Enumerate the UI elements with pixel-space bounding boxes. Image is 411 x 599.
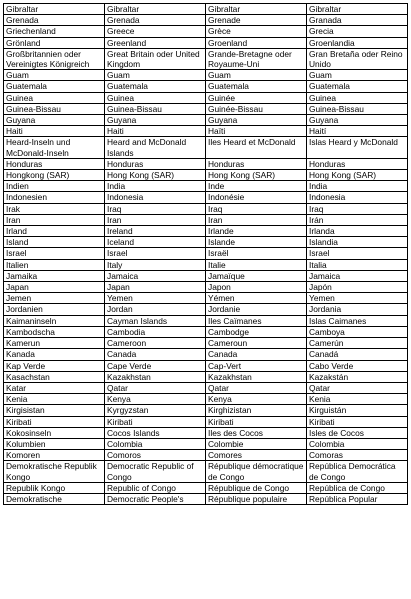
table-row: [4, 338, 408, 349]
table-row: [4, 237, 408, 248]
cell-german: Grönland: [4, 37, 105, 48]
cell-german: Grenada: [4, 15, 105, 26]
cell-english: Indonesia: [105, 192, 206, 203]
cell-spanish: Cabo Verde: [307, 360, 408, 371]
cell-spanish: Iraq: [307, 203, 408, 214]
cell-english: Democratic People's: [105, 493, 206, 504]
cell-french: Jordanie: [206, 304, 307, 315]
cell-spanish: Hong Kong (SAR): [307, 170, 408, 181]
cell-spanish: Yemen: [307, 293, 408, 304]
cell-english: Jamaica: [105, 270, 206, 281]
cell-english: Guinea-Bissau: [105, 103, 206, 114]
cell-spanish: India: [307, 181, 408, 192]
cell-english: Cambodia: [105, 326, 206, 337]
cell-english: Guatemala: [105, 81, 206, 92]
table-row: [4, 450, 408, 461]
cell-french: Colombie: [206, 438, 307, 449]
cell-english: Kiribati: [105, 416, 206, 427]
cell-french: Iles Heard et McDonald: [206, 137, 307, 158]
cell-french: République populaire: [206, 493, 307, 504]
table-row: [4, 115, 408, 126]
cell-french: Cameroun: [206, 338, 307, 349]
cell-french: Gibraltar: [206, 4, 307, 15]
table-row: [4, 81, 408, 92]
table-row: [4, 394, 408, 405]
cell-spanish: Islas Heard y McDonald: [307, 137, 408, 158]
cell-english: Honduras: [105, 158, 206, 169]
cell-german: Italien: [4, 259, 105, 270]
cell-german: Irak: [4, 203, 105, 214]
table-row: [4, 416, 408, 427]
cell-french: Inde: [206, 181, 307, 192]
cell-spanish: Guinea-Bissau: [307, 103, 408, 114]
cell-english: Republic of Congo: [105, 482, 206, 493]
cell-spanish: Comoras: [307, 450, 408, 461]
country-name-table: [3, 3, 408, 505]
cell-english: Guyana: [105, 115, 206, 126]
cell-german: Kaimaninseln: [4, 315, 105, 326]
cell-german: Demokratische: [4, 493, 105, 504]
table-row: [4, 48, 408, 69]
cell-german: Israel: [4, 248, 105, 259]
table-row: [4, 427, 408, 438]
cell-spanish: Kenia: [307, 394, 408, 405]
table-row: [4, 181, 408, 192]
cell-spanish: Colombia: [307, 438, 408, 449]
cell-german: Irland: [4, 226, 105, 237]
cell-french: Grande-Bretagne oder Royaume-Uni: [206, 48, 307, 69]
table-row: [4, 214, 408, 225]
table-row: [4, 137, 408, 158]
table-row: [4, 493, 408, 504]
table-row: [4, 461, 408, 482]
cell-english: Yemen: [105, 293, 206, 304]
cell-french: Hong Kong (SAR): [206, 170, 307, 181]
cell-german: Kambodscha: [4, 326, 105, 337]
table-row: [4, 158, 408, 169]
cell-spanish: Isles de Cocos: [307, 427, 408, 438]
cell-french: Canada: [206, 349, 307, 360]
table-row: [4, 170, 408, 181]
cell-spanish: Canadá: [307, 349, 408, 360]
cell-german: Heard-Inseln und McDonald-Inseln: [4, 137, 105, 158]
cell-german: Island: [4, 237, 105, 248]
cell-german: Indien: [4, 181, 105, 192]
cell-english: Cape Verde: [105, 360, 206, 371]
cell-english: Cameroon: [105, 338, 206, 349]
cell-german: Guinea: [4, 92, 105, 103]
cell-german: Gibraltar: [4, 4, 105, 15]
cell-french: Haïti: [206, 126, 307, 137]
table-row: [4, 15, 408, 26]
cell-french: Iraq: [206, 203, 307, 214]
table-row: [4, 26, 408, 37]
cell-french: Honduras: [206, 158, 307, 169]
cell-spanish: Jordania: [307, 304, 408, 315]
cell-spanish: República Democrática de Congo: [307, 461, 408, 482]
cell-english: Israel: [105, 248, 206, 259]
cell-english: Gibraltar: [105, 4, 206, 15]
cell-french: République de Congo: [206, 482, 307, 493]
cell-spanish: Gran Bretaña oder Reino Unido: [307, 48, 408, 69]
cell-french: Grèce: [206, 26, 307, 37]
table-body: [4, 4, 408, 505]
table-row: [4, 315, 408, 326]
table-row: [4, 248, 408, 259]
table-row: [4, 70, 408, 81]
cell-english: India: [105, 181, 206, 192]
cell-english: Kazakhstan: [105, 371, 206, 382]
cell-english: Qatar: [105, 382, 206, 393]
cell-english: Haiti: [105, 126, 206, 137]
cell-french: Iles Caïmanes: [206, 315, 307, 326]
table-row: [4, 103, 408, 114]
cell-spanish: Irlanda: [307, 226, 408, 237]
cell-spanish: Kiribati: [307, 416, 408, 427]
cell-german: Demokratische Republik Kongo: [4, 461, 105, 482]
cell-english: Heard and McDonald Islands: [105, 137, 206, 158]
cell-spanish: Jamaica: [307, 270, 408, 281]
cell-french: Jamaïque: [206, 270, 307, 281]
table-row: [4, 349, 408, 360]
cell-french: Guatemala: [206, 81, 307, 92]
cell-english: Kyrgyzstan: [105, 405, 206, 416]
cell-german: Kiribati: [4, 416, 105, 427]
cell-spanish: Qatar: [307, 382, 408, 393]
cell-english: Greece: [105, 26, 206, 37]
cell-spanish: Honduras: [307, 158, 408, 169]
cell-english: Iceland: [105, 237, 206, 248]
cell-english: Great Britain oder United Kingdom: [105, 48, 206, 69]
table-row: [4, 405, 408, 416]
cell-german: Komoren: [4, 450, 105, 461]
cell-french: Guyana: [206, 115, 307, 126]
cell-french: Irlande: [206, 226, 307, 237]
cell-french: Comores: [206, 450, 307, 461]
cell-french: Japon: [206, 282, 307, 293]
cell-german: Kirgisistan: [4, 405, 105, 416]
cell-spanish: Islas Caimanes: [307, 315, 408, 326]
cell-spanish: Kirguistán: [307, 405, 408, 416]
cell-english: Democratic Republic of Congo: [105, 461, 206, 482]
table-row: [4, 371, 408, 382]
cell-german: Guam: [4, 70, 105, 81]
cell-english: Hong Kong (SAR): [105, 170, 206, 181]
cell-german: Jamaika: [4, 270, 105, 281]
table-row: [4, 326, 408, 337]
cell-english: Guam: [105, 70, 206, 81]
cell-spanish: Grecia: [307, 26, 408, 37]
cell-spanish: Indonesia: [307, 192, 408, 203]
cell-spanish: Gibraltar: [307, 4, 408, 15]
cell-german: Kokosinseln: [4, 427, 105, 438]
cell-german: Kanada: [4, 349, 105, 360]
cell-german: Kap Verde: [4, 360, 105, 371]
cell-french: Indonésie: [206, 192, 307, 203]
cell-english: Guinea: [105, 92, 206, 103]
cell-german: Japan: [4, 282, 105, 293]
table-row: [4, 482, 408, 493]
cell-german: Haiti: [4, 126, 105, 137]
table-row: [4, 382, 408, 393]
cell-french: Grenade: [206, 15, 307, 26]
cell-french: République démocratique de Congo: [206, 461, 307, 482]
table-row: [4, 203, 408, 214]
table-row: [4, 37, 408, 48]
cell-english: Kenya: [105, 394, 206, 405]
cell-german: Republik Kongo: [4, 482, 105, 493]
cell-english: Ireland: [105, 226, 206, 237]
cell-english: Grenada: [105, 15, 206, 26]
table-row: [4, 293, 408, 304]
cell-german: Indonesien: [4, 192, 105, 203]
cell-french: Yémen: [206, 293, 307, 304]
cell-german: Katar: [4, 382, 105, 393]
cell-french: Cap-Vert: [206, 360, 307, 371]
cell-french: Kirghizistan: [206, 405, 307, 416]
table-row: [4, 304, 408, 315]
cell-spanish: Guyana: [307, 115, 408, 126]
cell-german: Guinea-Bissau: [4, 103, 105, 114]
cell-german: Kamerun: [4, 338, 105, 349]
cell-english: Greenland: [105, 37, 206, 48]
cell-french: Groenland: [206, 37, 307, 48]
table-row: [4, 192, 408, 203]
cell-french: Guam: [206, 70, 307, 81]
cell-english: Cayman Islands: [105, 315, 206, 326]
cell-english: Colombia: [105, 438, 206, 449]
table-row: [4, 438, 408, 449]
cell-german: Kasachstan: [4, 371, 105, 382]
cell-german: Hongkong (SAR): [4, 170, 105, 181]
cell-spanish: Irán: [307, 214, 408, 225]
cell-spanish: Camerún: [307, 338, 408, 349]
cell-french: Kazakhstan: [206, 371, 307, 382]
table-row: [4, 226, 408, 237]
cell-spanish: Groenlandia: [307, 37, 408, 48]
cell-english: Comoros: [105, 450, 206, 461]
cell-german: Guatemala: [4, 81, 105, 92]
cell-german: Honduras: [4, 158, 105, 169]
table-row: [4, 282, 408, 293]
cell-spanish: Israel: [307, 248, 408, 259]
cell-french: Kiribati: [206, 416, 307, 427]
cell-spanish: Guatemala: [307, 81, 408, 92]
cell-german: Griechenland: [4, 26, 105, 37]
table-row: [4, 259, 408, 270]
cell-spanish: Granada: [307, 15, 408, 26]
cell-spanish: Japón: [307, 282, 408, 293]
cell-german: Kenia: [4, 394, 105, 405]
cell-german: Kolumbien: [4, 438, 105, 449]
cell-french: Israël: [206, 248, 307, 259]
cell-spanish: República Popular: [307, 493, 408, 504]
cell-spanish: Islandia: [307, 237, 408, 248]
cell-french: Cambodge: [206, 326, 307, 337]
cell-spanish: República de Congo: [307, 482, 408, 493]
cell-french: Kenya: [206, 394, 307, 405]
table-row: [4, 126, 408, 137]
cell-english: Canada: [105, 349, 206, 360]
cell-spanish: Italia: [307, 259, 408, 270]
cell-german: Guyana: [4, 115, 105, 126]
cell-french: Iran: [206, 214, 307, 225]
cell-french: Qatar: [206, 382, 307, 393]
table-row: [4, 92, 408, 103]
cell-french: Guinée: [206, 92, 307, 103]
cell-english: Jordan: [105, 304, 206, 315]
table-row: [4, 270, 408, 281]
cell-english: Japan: [105, 282, 206, 293]
cell-german: Jordanien: [4, 304, 105, 315]
cell-french: Guinée-Bissau: [206, 103, 307, 114]
cell-english: Cocos Islands: [105, 427, 206, 438]
cell-french: Islande: [206, 237, 307, 248]
cell-spanish: Camboya: [307, 326, 408, 337]
cell-spanish: Haití: [307, 126, 408, 137]
cell-spanish: Kazakstán: [307, 371, 408, 382]
cell-spanish: Guinea: [307, 92, 408, 103]
cell-english: Iraq: [105, 203, 206, 214]
table-row: [4, 4, 408, 15]
cell-french: Italie: [206, 259, 307, 270]
cell-german: Jemen: [4, 293, 105, 304]
cell-english: Italy: [105, 259, 206, 270]
cell-spanish: Guam: [307, 70, 408, 81]
cell-french: Iles des Cocos: [206, 427, 307, 438]
cell-german: Großbritannien oder Vereinigtes Königreich: [4, 48, 105, 69]
table-row: [4, 360, 408, 371]
cell-english: Iran: [105, 214, 206, 225]
cell-german: Iran: [4, 214, 105, 225]
